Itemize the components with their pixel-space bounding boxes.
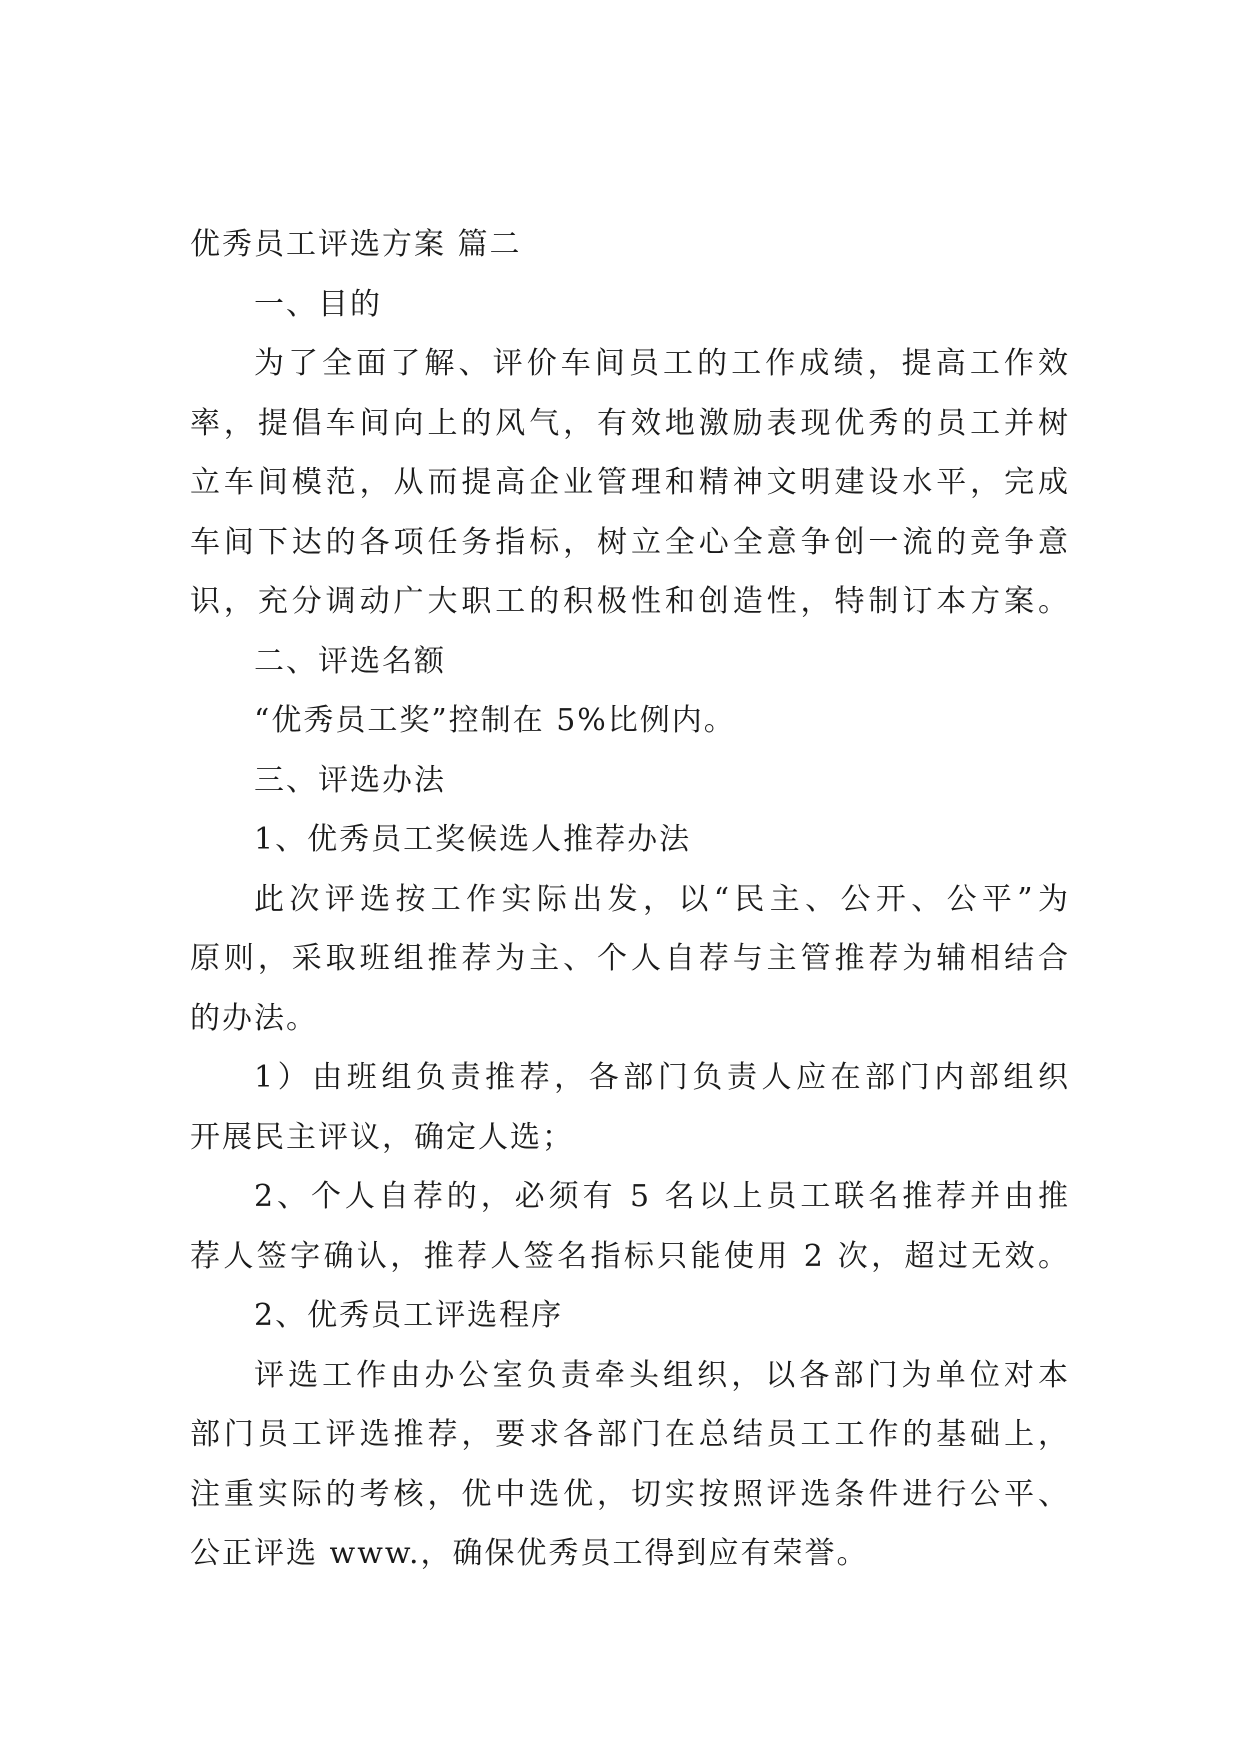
document-body — [190, 215, 1070, 1584]
text-line: 率，提倡车间向上的风气，有效地激励表现优秀的员工并树 — [190, 405, 1070, 441]
text-line: 此次评选按工作实际出发，以“民主、公开、公平”为 — [254, 881, 1070, 917]
text-line: 开展民主评议，确定人选； — [190, 1119, 574, 1155]
text-line: 一、目的 — [254, 286, 382, 322]
text-line: 评选工作由办公室负责牵头组织，以各部门为单位对本 — [254, 1357, 1070, 1393]
text-line: 的办法。 — [190, 1000, 318, 1036]
text-line: 2、个人自荐的，必须有 5 名以上员工联名推荐并由推 — [254, 1179, 1070, 1214]
text-line: 1）由班组负责推荐，各部门负责人应在部门内部组织 — [254, 1060, 1070, 1095]
document-title: 优秀员工评选方案 篇二 — [190, 227, 522, 262]
text-line: 识，充分调动广大职工的积极性和创造性，特制订本方案。 — [190, 584, 1070, 619]
text-line: 二、评选名额 — [254, 643, 446, 679]
text-line: 部门员工评选推荐，要求各部门在总结员工工作的基础上， — [190, 1417, 1070, 1452]
text-line: 荐人签字确认，推荐人签名指标只能使用 2 次，超过无效。 — [190, 1238, 1070, 1274]
text-line: 三、评选办法 — [254, 762, 446, 798]
text-line: 车间下达的各项任务指标，树立全心全意争创一流的竞争意 — [190, 524, 1070, 560]
text-line: 2、优秀员工评选程序 — [254, 1298, 564, 1333]
text-line: 为了全面了解、评价车间员工的工作成绩，提高工作效 — [254, 346, 1070, 381]
text-line: 公正评选 www.，确保优秀员工得到应有荣誉。 — [190, 1536, 869, 1571]
text-line: “优秀员工奖”控制在 5%比例内。 — [254, 703, 736, 738]
text-line: 立车间模范，从而提高企业管理和精神文明建设水平，完成 — [190, 465, 1070, 500]
text-line: 原则，采取班组推荐为主、个人自荐与主管推荐为辅相结合 — [190, 941, 1070, 976]
text-line: 注重实际的考核，优中选优，切实按照评选条件进行公平、 — [190, 1476, 1070, 1512]
text-line: 1、优秀员工奖候选人推荐办法 — [254, 822, 692, 857]
